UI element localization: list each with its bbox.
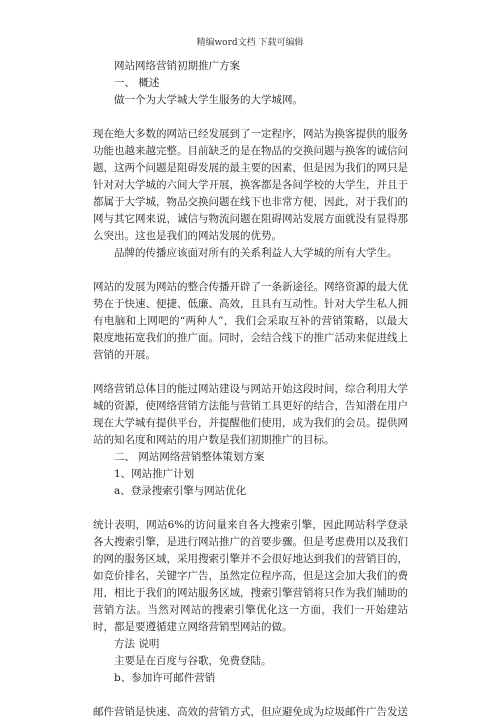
spacer [93, 500, 408, 517]
document-title: 网站网络营销初期推广方案 [114, 60, 240, 72]
document-body [93, 58, 408, 718]
section-2-item-1b: b、参加许可邮件营销 [114, 672, 216, 684]
spacer [93, 364, 408, 381]
section-2-item-1a: a、登录搜索引擎与网站优化 [114, 485, 247, 497]
section-2-heading: 二、 网站网络营销整体策划方案 [114, 451, 265, 463]
spacer [93, 262, 408, 279]
paragraph-4: 网络营销总体目的能过网站建设与网站开始这段时间，综合利用大学城的资源，使网络营销方法能与营销工具更好的结合，告知潜在用户现在大学城有提供平台，并提醒他们使用，成为我们的会员。提供网站的知名度和网站的用户数是我们初期推广的目标。 [93, 383, 408, 446]
spacer [93, 109, 408, 126]
section-2-item-1: 1、网站推广计划 [114, 468, 195, 480]
paragraph-1: 现在绝大多数的网站已经发展到了一定程序，网站为换客提供的服务功能也越来越完整。目前缺乏的是在物品的交换问题与换客的诚信问题，这两个问题是阻碍发展的最主要的因素，但是因为我们的网只是针对对大学城的六间大学开展，换客都是各间学校的大学生，并且于都属于大学城，物品交换问题在线下也非常方便，因此，对于我们的网与其它网来说，诚信与物流问题在阻碍网站发展方面就没有显得那么突出。这也是我们的网站发展的优势。 [93, 128, 408, 242]
paragraph-2: 品牌的传播应该面对所有的关系利益人大学城的所有大学生。 [114, 247, 398, 259]
paragraph-6-partial: 邮件营销是快速、高效的营销方式，但应避免成为垃圾邮件广告发送 [93, 706, 408, 718]
paragraph-5: 统计表明，网站6%的访问量来自各大搜索引擎，因此网站科学登录各大搜索引擎，是进行网站推广的首要步骤。但是考虑费用以及我们的网的服务区域，采用搜索引擎并不会很好地达到我们的营销目的，如竞价排名，关键字广告，虽然定位程序高，但是这会加大我们的费用，相比于我们的网站服务区域，搜索引擎营销将只作为我们辅助的营销方法。当然对网站的搜索引擎优化这一方面，我们一开始建站时，都是要遵循建立网络营销型网站的做。 [93, 519, 408, 633]
method-line: 方法 说明 [114, 638, 160, 650]
method-description: 主要是在百度与谷歌，免费登陆。 [114, 655, 272, 667]
spacer [93, 687, 408, 704]
paragraph-3: 网站的发展为网站的整合传播开辟了一条新途径。网络资源的最大优势在于快速、便捷、低廉、高效，且具有互动性。针对大学生私人拥有电脑和上网吧的“两种人”，我们会采取互补的营销策略，以最大限度地拓宽我们的推广面。同时，会结合线下的推广活动来促进线上营销的开展。 [93, 281, 408, 361]
section-1-subtitle: 做一个为大学城大学生服务的大学城网。 [114, 94, 303, 106]
page-header: 精编word文档 下载可编辑 [196, 38, 304, 48]
section-1-heading: 一、 概述 [114, 77, 160, 89]
